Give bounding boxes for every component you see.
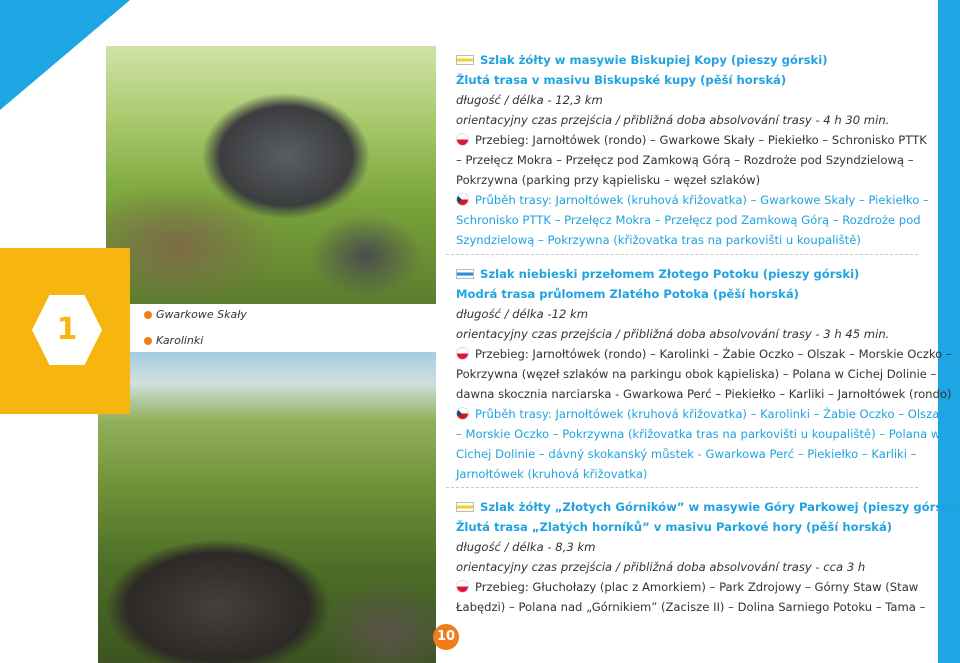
trail-line	[456, 70, 908, 90]
photo-forest-landscape	[98, 352, 436, 663]
trail-line-text: orientacyjny czas przejścia / přibližná doba absolvování trasy - 4 h 30 min.	[456, 113, 890, 127]
trail-line-text: Szlak żółty „Złotych Górników” w masywie Góry Parkowej (pieszy górski)	[480, 500, 960, 514]
trail-line-text: Szlak niebieski przełomem Złotego Potoku (pieszy górski)	[480, 267, 860, 281]
trail-line-text: dawna skocznia narciarska - Gwarkowa Perć – Piekiełko – Karliki – Jarnołtówek (rondo)	[456, 387, 952, 401]
czech-flag-icon	[456, 407, 469, 420]
trail-line	[456, 324, 908, 344]
poland-flag-icon	[456, 347, 469, 360]
trail-line	[456, 464, 908, 484]
trail-line-text: orientacyjny czas przejścia / přibližná doba absolvování trasy - 3 h 45 min.	[456, 327, 890, 341]
trail-line	[456, 384, 952, 404]
trail-line	[456, 150, 914, 170]
orange-dot-icon	[144, 311, 152, 319]
blue-trail-flag-icon	[456, 269, 474, 279]
trail-line-text: Žlutá trasa „Zlatých horníků” v masivu Parkové hory (pěší horská)	[456, 520, 893, 534]
trail-line	[456, 90, 908, 110]
trail-line-text: Łabędzi) – Polana nad „Górnikiem” (Zacisze II) – Dolina Sarniego Potoku – Tama –	[456, 600, 926, 614]
trail-line-text: Przebieg: Jarnołtówek (rondo) – Gwarkowe Skały – Piekiełko – Schronisko PTTK	[475, 133, 927, 147]
trail-line	[456, 537, 908, 557]
trail-line-text: Jarnołtówek (kruhová křižovatka)	[456, 467, 648, 481]
trail-line-text: Przebieg: Jarnołtówek (rondo) – Karolinki – Żabie Oczko – Olszak – Morskie Oczko –	[475, 347, 952, 361]
trail-line	[456, 284, 908, 304]
page-number: 10	[433, 624, 459, 650]
trail-line-text: Modrá trasa průlomem Zlatého Potoka (pěší horská)	[456, 287, 799, 301]
route-number: 1	[56, 312, 78, 347]
trail-section-biskupia-kopa	[456, 50, 929, 250]
trail-line	[456, 50, 908, 70]
trail-line-text: Pokrzywna (parking przy kąpielisku – węzeł szlaków)	[456, 173, 761, 187]
trail-line-text: Průběh trasy: Jarnołtówek (kruhová křižovatka) – Karolinki – Żabie Oczko – Olszak	[475, 407, 946, 421]
yellow-trail-flag-icon	[456, 55, 474, 65]
poland-flag-icon	[456, 133, 469, 146]
trail-line	[456, 230, 908, 250]
trail-line	[456, 264, 908, 284]
trail-line-text: Pokrzywna (węzeł szlaków na parkingu obok kąpieliska) – Polana w Cichej Dolinie –	[456, 367, 937, 381]
trail-line	[456, 557, 908, 577]
trail-line-text: orientacyjny czas przejścia / přibližná doba absolvování trasy - cca 3 h	[456, 560, 866, 574]
trail-line	[456, 597, 926, 617]
trail-line-text: Cichej Dolinie – dávný skokanský můstek - Gwarkowa Perć – Piekiełko – Karliki –	[456, 447, 917, 461]
trail-line-text: długość / délka - 8,3 km	[456, 540, 596, 554]
trail-line-text: długość / délka -12 km	[456, 307, 589, 321]
trail-line	[456, 424, 941, 444]
trail-line-text: Schronisko PTTK – Przełęcz Mokra – Przełęcz pod Zamkową Górą – Rozdroże pod	[456, 213, 921, 227]
trail-line	[456, 517, 908, 537]
legend-item-karolinki: Karolinki	[144, 334, 203, 347]
czech-flag-icon	[456, 193, 469, 206]
trail-line	[456, 210, 921, 230]
photo-rock-formation	[106, 46, 436, 304]
trail-line	[456, 130, 927, 150]
trail-line-text: Przebieg: Głuchołazy (plac z Amorkiem) – Park Zdrojowy – Górny Staw (Staw	[475, 580, 919, 594]
trail-section-zlotych-gornikow	[456, 497, 960, 617]
orange-dot-icon	[144, 337, 152, 345]
trail-line	[456, 577, 919, 597]
trail-line	[456, 304, 908, 324]
trail-line	[456, 344, 952, 364]
yellow-trail-flag-icon	[456, 502, 474, 512]
trail-line	[456, 444, 917, 464]
trail-line-text: Szyndzielową – Pokrzywna (křižovatka tras na parkovišti u koupaliště)	[456, 233, 861, 247]
trail-line	[456, 170, 908, 190]
trail-line	[456, 404, 946, 424]
trail-line-text: długość / délka - 12,3 km	[456, 93, 603, 107]
trail-line	[456, 364, 937, 384]
trail-line	[456, 110, 908, 130]
trail-line-text: Průběh trasy: Jarnołtówek (kruhová křižovatka) – Gwarkowe Skały – Piekiełko –	[475, 193, 929, 207]
trail-line	[456, 190, 929, 210]
trail-line-text: – Morskie Oczko – Pokrzywna (křižovatka tras na parkovišti u koupaliště) – Polana w	[456, 427, 941, 441]
legend-item-gwarkowe: Gwarkowe Skały	[144, 308, 247, 321]
trail-line	[456, 497, 960, 517]
trail-line-text: – Przełęcz Mokra – Przełęcz pod Zamkową Górą – Rozdroże pod Szyndzielową –	[456, 153, 914, 167]
trail-section-zloty-potok	[456, 264, 952, 484]
trail-line-text: Žlutá trasa v masivu Biskupské kupy (pěší horská)	[456, 73, 787, 87]
trail-line-text: Szlak żółty w masywie Biskupiej Kopy (pieszy górski)	[480, 53, 828, 67]
poland-flag-icon	[456, 580, 469, 593]
